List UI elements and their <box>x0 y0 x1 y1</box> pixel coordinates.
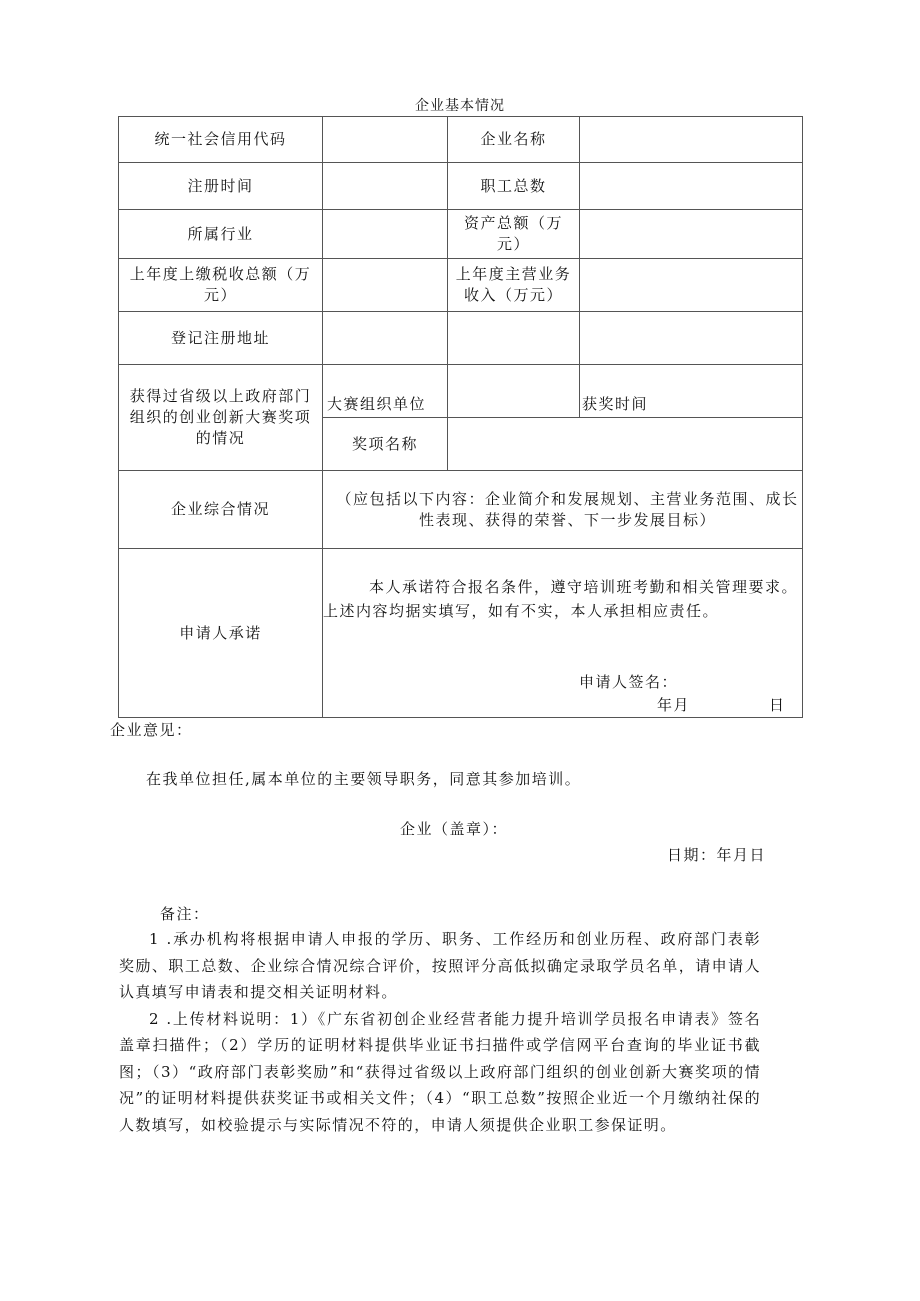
notes-heading-wrap <box>160 902 210 926</box>
company-name-label: 企业名称 <box>448 117 580 163</box>
seal-label: 企业（盖章）： <box>400 820 509 838</box>
form-title: 企业基本情况 <box>415 98 505 114</box>
signature-label: 申请人签名： <box>579 673 679 691</box>
pledge-cell <box>323 549 803 718</box>
organizer-field[interactable] <box>448 365 580 418</box>
notes-body <box>119 926 761 1138</box>
reg-time-label: 注册时间 <box>119 163 323 210</box>
employees-field[interactable] <box>580 163 803 210</box>
overall-label: 企业综合情况 <box>119 471 323 549</box>
notes-heading: 备注： <box>160 905 210 923</box>
award-name-field[interactable] <box>448 418 803 471</box>
organizer-label: 大赛组织单位 <box>323 365 448 418</box>
address-label: 登记注册地址 <box>119 312 323 365</box>
note-item-1: 1 .承办机构将根据申请人申报的学历、职务、工作经历和创业历程、政府部门表彰奖励、职工总数、企业综合情况综合评价，按照评分高低拟确定录取学员名单，请申请人认真填写申请表和提交相关证明材料。 <box>119 930 761 1001</box>
pledge-label: 申请人承诺 <box>119 549 323 718</box>
industry-label: 所属行业 <box>119 210 323 259</box>
revenue-field[interactable] <box>580 259 803 312</box>
opinion-label: 企业意见： <box>110 721 193 739</box>
employees-label: 职工总数 <box>448 163 580 210</box>
assets-field[interactable] <box>580 210 803 259</box>
award-label: 获得过省级以上政府部门组织的创业创新大赛奖项的情况 <box>119 365 323 471</box>
date-year-month: 年月 <box>657 696 691 714</box>
note-item-2: 2 .上传材料说明：1）《广东省初创企业经营者能力提升培训学员报名申请表》签名盖章扫描件；（2）学历的证明材料提供毕业证书扫描件或学信网平台查询的毕业证书截图；（3）“政府部门表彰奖励”和“获得过省级以上政府部门组织的创业创新大赛奖项的情况”的证明材料提供获奖证书或相关文件；（4）“职工总数”按照企业近一个月缴纳社保的人数填写，如校验提示与实际情况不符的，申请人须提供企业职工参保证明。 <box>119 1009 761 1134</box>
company-info-table <box>118 116 803 718</box>
award-time-label: 获奖时间 <box>580 365 803 418</box>
credit-code-label: 统一社会信用代码 <box>119 117 323 163</box>
address-field-2[interactable] <box>448 312 580 365</box>
pledge-text-1: 本人承诺符合报名条件，遵守培训班考勤和相关管理要求。 <box>369 578 799 596</box>
opinion-date: 日期：年月日 <box>667 846 767 864</box>
address-field-3[interactable] <box>580 312 803 365</box>
award-name-label: 奖项名称 <box>323 418 448 471</box>
credit-code-field[interactable] <box>323 117 448 163</box>
address-field[interactable] <box>323 312 448 365</box>
date-day: 日 <box>769 696 786 714</box>
opinion-text: 在我单位担任,属本单位的主要领导职务，同意其参加培训。 <box>146 770 582 788</box>
assets-label: 资产总额（万元） <box>448 210 580 259</box>
reg-time-field[interactable] <box>323 163 448 210</box>
tax-field[interactable] <box>323 259 448 312</box>
revenue-label: 上年度主营业务收入（万元） <box>448 259 580 312</box>
tax-label: 上年度上缴税收总额（万元） <box>119 259 323 312</box>
pledge-text-2: 上述内容均据实填写，如有不实，本人承担相应责任。 <box>323 602 720 620</box>
overall-hint[interactable]: （应包括以下内容：企业简介和发展规划、主营业务范围、成长性表现、获得的荣誉、下一步发展目标） <box>323 471 803 549</box>
company-name-field[interactable] <box>580 117 803 163</box>
industry-field[interactable] <box>323 210 448 259</box>
